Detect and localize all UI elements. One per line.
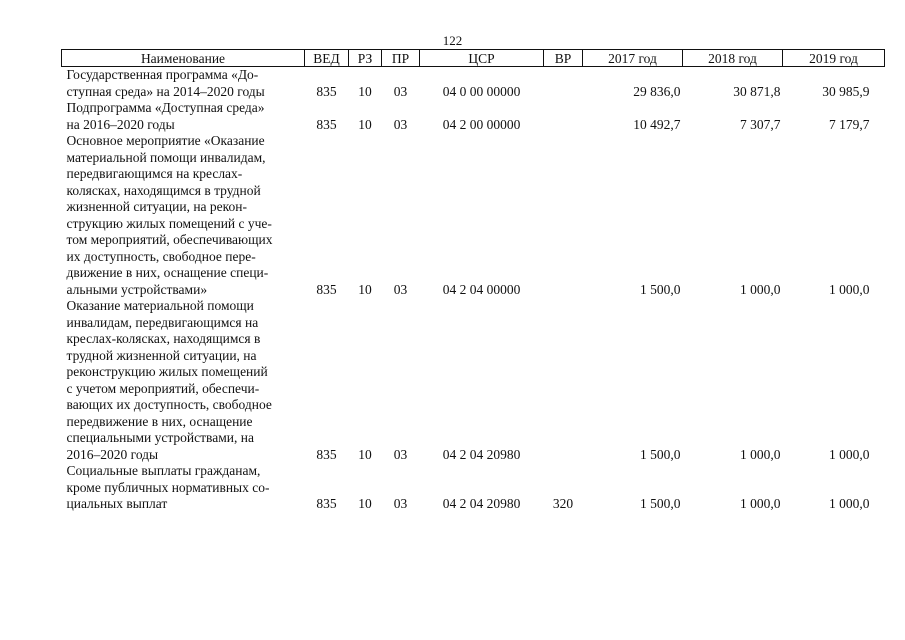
row-2017: 1 500,0 (640, 446, 681, 462)
row-pr: 03 (393, 281, 408, 297)
row-name: Государственная программа «До- ступная среда» на 2014–2020 годы (66, 67, 265, 99)
row-ved: 835 (316, 446, 337, 462)
table-row (62, 67, 885, 101)
row-rz: 10 (358, 116, 372, 132)
header-ved: ВЕД (305, 50, 349, 67)
row-2018: 7 307,7 (740, 116, 781, 132)
row-name: Подпрограмма «Доступная среда» на 2016–2020 годы (66, 100, 265, 132)
page-number: 122 (442, 33, 463, 48)
table-row (62, 463, 885, 513)
row-rz: 10 (358, 496, 372, 511)
row-2019: 1 000,0 (829, 446, 870, 462)
row-2018: 30 871,8 (733, 83, 781, 99)
row-2019: 7 179,7 (829, 116, 870, 132)
table-row (62, 100, 885, 133)
row-rz: 10 (358, 281, 372, 297)
row-2019: 30 985,9 (822, 83, 870, 99)
row-2019: 1 000,0 (829, 496, 870, 511)
row-rz: 10 (358, 83, 372, 99)
table-row (62, 298, 885, 463)
row-pr: 03 (393, 116, 408, 132)
row-2018: 1 000,0 (740, 281, 781, 297)
row-2018: 1 000,0 (740, 496, 781, 511)
row-name: Основное мероприятие «Оказание материальной помощи инвалидам, передвигающимся на креслах- колясках, находящимся в трудной жизненной ситуации, на рекон- струкцию жилых помещений с уче- том мероприятий, обеспечивающих их доступность, свободное пере- движение в них, оснащение специ- альными устройствами» (66, 133, 273, 297)
header-csr: ЦСР (420, 50, 544, 67)
header-pr: ПР (382, 50, 420, 67)
row-ved: 835 (316, 281, 337, 297)
row-vr (544, 100, 583, 133)
header-2018: 2018 год (683, 50, 783, 67)
row-2017: 10 492,7 (633, 116, 681, 132)
row-2017: 29 836,0 (633, 83, 681, 99)
row-2017: 1 500,0 (640, 496, 681, 511)
header-rz: РЗ (349, 50, 382, 67)
header-2017: 2017 год (583, 50, 683, 67)
row-csr: 04 2 00 00000 (442, 116, 521, 132)
row-ved: 835 (316, 496, 337, 511)
row-pr: 03 (393, 496, 408, 511)
row-csr: 04 2 04 00000 (442, 281, 521, 297)
row-2018: 1 000,0 (740, 446, 781, 462)
row-pr: 03 (393, 446, 408, 462)
row-pr: 03 (393, 83, 408, 99)
row-vr (544, 67, 583, 101)
row-csr: 04 0 00 00000 (442, 83, 521, 99)
header-name: Наименование (62, 50, 305, 67)
row-ved: 835 (316, 83, 337, 99)
row-csr: 04 2 04 20980 (442, 446, 521, 462)
header-2019: 2019 год (783, 50, 885, 67)
row-ved: 835 (316, 116, 337, 132)
row-name: Социальные выплаты гражданам, кроме публичных нормативных со- циальных выплат (66, 463, 270, 511)
row-vr (544, 133, 583, 298)
row-2017: 1 500,0 (640, 281, 681, 297)
row-vr (544, 298, 583, 463)
table-header-row (62, 50, 885, 67)
row-name: Оказание материальной помощи инвалидам, передвигающимся на креслах-колясках, находящимся в трудной жизненной ситуации, на реконструкцию жилых помещений с учетом мероприятий, обеспечи- вающих их доступность, свободное передвижение в них, оснащение специальными устройствами, на 2016–2020 годы (66, 298, 272, 462)
budget-table (61, 49, 885, 513)
row-rz: 10 (358, 446, 372, 462)
table-row (62, 133, 885, 298)
row-vr: 320 (552, 496, 574, 511)
row-2019: 1 000,0 (829, 281, 870, 297)
row-csr: 04 2 04 20980 (442, 496, 521, 511)
header-vr: ВР (544, 50, 583, 67)
